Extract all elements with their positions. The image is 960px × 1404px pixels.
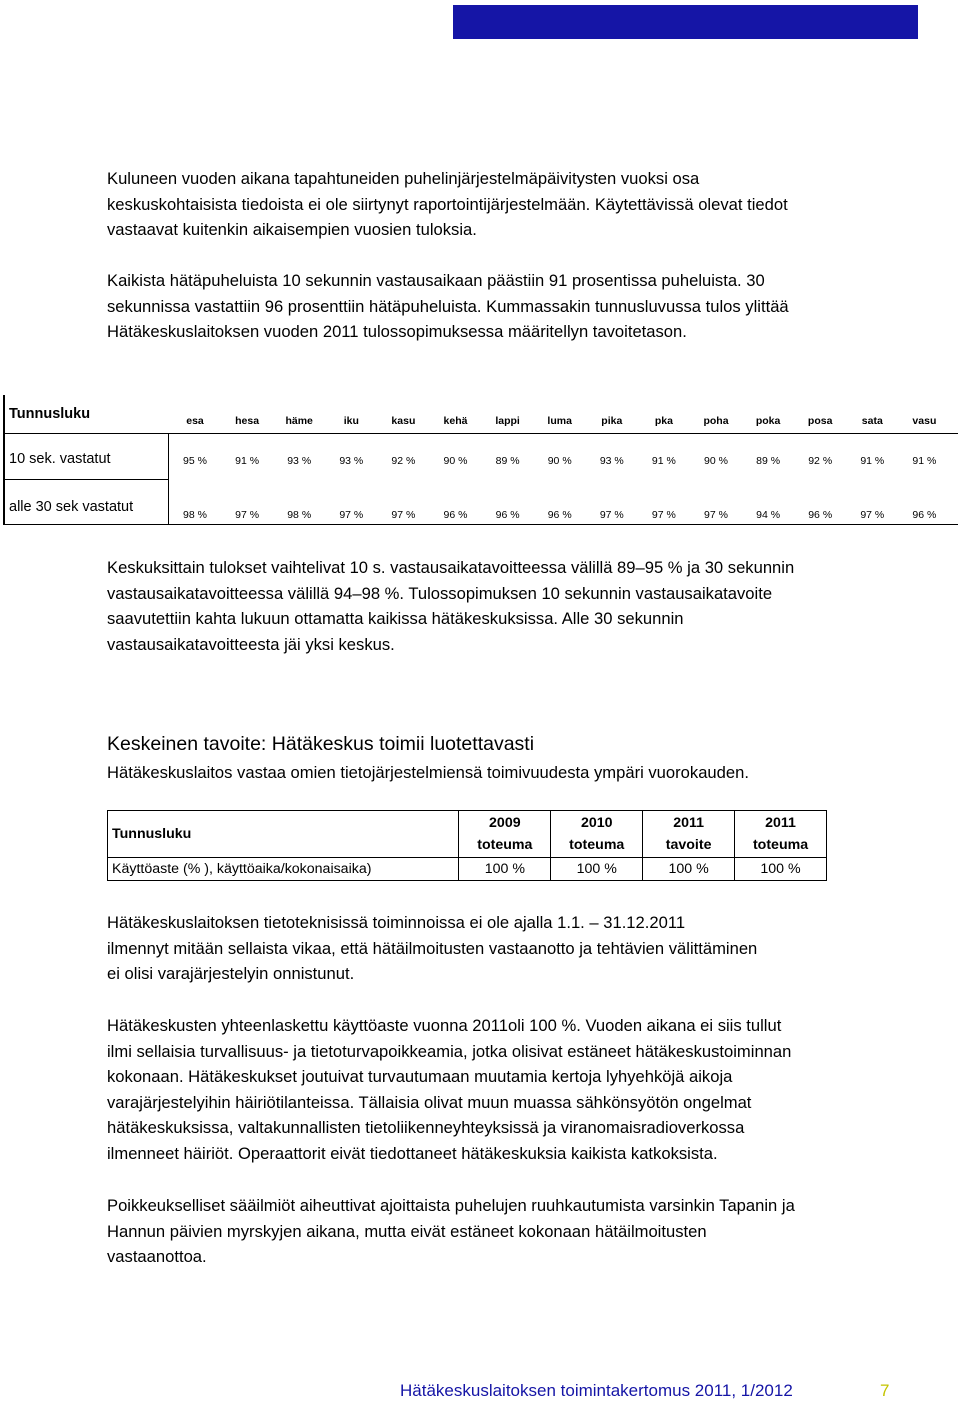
table-cell: 97 % [599,509,624,521]
paragraph-line: hätäkeskuksissa, valtakunnallisten tietoliikenneyhteyksissä ja viranomaisradioverkossa [107,1118,745,1138]
intro-line: vastaavat kuitenkin aikaisempien vuosien tuloksia. [107,220,477,240]
centers-line: vastausaikatavoitteessa välillä 94–98 %. Tulossopimuksen 10 sekunnin vastausaikatavoite [107,583,773,603]
paragraph-line: varajärjestelyihin häiriötilanteissa. Tällaisia olivat muun muassa sähkönsyötön ongelmat [107,1092,752,1112]
column-header-11: poka [755,415,781,427]
table-cell: 100 % [459,858,551,881]
table-header-row [108,811,827,858]
summary-line: sekunnissa vastattiin 96 prosenttiin hätäpuheluista. Kummassakin tunnusluvussa tulos ylittää [107,296,789,316]
column-header-6: lappi [495,415,520,427]
paragraph-line: ilmenneet häiriöt. Operaattorit eivät tiedottaneet hätäkeskuksia kaikista katkoksista. [107,1143,718,1163]
table-cell: 96 % [443,509,468,521]
paragraph-line: Hätäkeskusten yhteenlaskettu käyttöaste vuonna 2011oli 100 %. Vuoden aikana ei siis tullut [107,1016,782,1035]
column-header-14: vasu [912,415,937,427]
table-cell: 100 % [643,858,735,881]
table-cell: 96 % [495,509,520,521]
intro-line: keskuskohtaisista tiedoista ei ole siirtynyt raportointijärjestelmään. Käytettävissä olevat tiedot [107,194,788,214]
section-subheading-text: Hätäkeskuslaitos vastaa omien tietojärjestelmiensä toimivuudesta ympäri vuorokauden. [107,763,749,782]
column-header-8: pika [601,415,623,427]
column-year: 2011 [765,815,796,831]
table-cell: 91 % [235,455,260,467]
column-header-2: häme [285,415,313,427]
column-header-2009 [459,811,551,858]
column-header-5: kehä [443,415,468,427]
column-year: 2009 [489,815,521,831]
table-cell: 97 % [391,509,416,521]
table-border [3,524,958,525]
response-time-table [3,395,958,525]
column-kind: toteuma [569,837,625,853]
table-cell: 98 % [183,509,207,521]
table-cell: 97 % [704,509,728,521]
paragraph-line: Poikkeukselliset sääilmiöt aiheuttivat ajoittaista puhelujen ruuhkautumista varsinkin Tapanin ja [107,1196,795,1215]
table-cell: 93 % [339,455,364,467]
table-border [3,479,169,480]
column-year: 2011 [673,815,705,831]
table-cell: 96 % [547,509,572,521]
it-operations-paragraph [107,910,907,987]
column-kind: tavoite [665,837,712,853]
table-cell: 89 % [495,455,520,467]
row-label-30-sek: alle 30 sek vastatut [9,499,134,515]
centers-line: saavutettiin kahta lukuun ottamatta kaikissa hätäkeskuksissa. Alle 30 sekunnin [107,609,684,629]
table-cell: 93 % [287,455,312,467]
paragraph-line: Hätäkeskuslaitoksen tietoteknisissä toiminnoissa ei ole ajalla 1.1. – 31.12.2011 [107,913,686,932]
table-border [3,433,958,434]
table-cell: 91 % [651,455,676,467]
column-header-10: poha [703,415,729,427]
column-year: 2010 [580,815,613,831]
table-cell: 90 % [547,455,572,467]
availability-table [107,810,827,881]
table-cell: 97 % [235,509,260,521]
column-header-1: hesa [235,415,260,427]
column-kind: toteuma [477,837,533,853]
row-label: Käyttöaste (% ), käyttöaika/kokonaisaika) [108,858,459,881]
column-header-2011-target [643,811,735,858]
table-cell: 100 % [551,858,643,881]
paragraph-line: Hannun päivien myrskyjen aikana, mutta eivät estäneet kokonaan hätäilmoitusten [107,1221,707,1241]
column-header-3: iku [343,415,359,427]
table-cell: 91 % [860,455,885,467]
summary-line: Kaikista hätäpuheluista 10 sekunnin vastausaikaan päästiin 91 prosentissa puheluista. 30 [107,271,765,290]
table-cell: 94 % [756,509,781,521]
column-header-13: sata [861,415,883,427]
page-number: 7 [880,1381,890,1400]
centers-line: Keskuksittain tulokset vaihtelivat 10 s. vastausaikatavoitteessa välillä 89–95 % ja 30 sekunnin [107,558,795,577]
column-kind: toteuma [752,837,809,853]
table-cell: 97 % [339,509,364,521]
column-header-2010 [551,811,643,858]
table-cell: 95 % [183,455,207,467]
column-header-12: posa [807,415,833,427]
column-header-0: esa [186,415,204,427]
table-cell: 98 % [287,509,312,521]
centers-paragraph [107,555,907,657]
table-header-label: Tunnusluku [108,811,459,858]
intro-paragraph [107,166,907,243]
paragraph-line: ilmi sellaisia turvallisuus- ja tietoturvapoikkeamia, jotka olisivat estäneet hätäkeskustoiminnan [107,1041,792,1061]
table-cell: 97 % [651,509,676,521]
footer-title: Hätäkeskuslaitoksen toimintakertomus 2011, 1/2012 [400,1381,793,1400]
table-cell: 96 % [912,509,937,521]
column-header-7: luma [547,415,572,427]
table-cell: 90 % [704,455,728,467]
section-subheading [107,760,907,786]
table-cell: 96 % [808,509,833,521]
row-label-10-sek: 10 sek. vastatut [9,451,111,467]
paragraph-line: ei olisi varajärjestelyin onnistunut. [107,964,355,984]
column-header-9: pka [654,415,673,427]
paragraph-line: kokonaan. Hätäkeskukset joutuivat turvautumaan muutamia kertoja lyhyehköjä aikoja [107,1067,733,1087]
table-header-label: Tunnusluku [9,406,91,422]
summary-paragraph [107,268,907,345]
weather-paragraph [107,1193,907,1270]
table-row [108,858,827,881]
paragraph-line: vastaanottoa. [107,1247,207,1267]
table-cell: 100 % [735,858,827,881]
table-cell: 97 % [860,509,885,521]
table-cell: 93 % [599,455,624,467]
table-cell: 90 % [443,455,468,467]
column-header-4: kasu [391,415,416,427]
centers-line: vastausaikatavoitteesta jäi yksi keskus. [107,634,395,654]
intro-line: Kuluneen vuoden aikana tapahtuneiden puhelinjärjestelmäpäivitysten vuoksi osa [107,169,700,188]
availability-paragraph [107,1013,907,1167]
table-border [3,395,5,525]
table-cell: 89 % [756,455,781,467]
header-color-bar [453,5,918,39]
summary-line: Hätäkeskuslaitoksen vuoden 2011 tulossopimuksessa määritellyn tavoitetason. [107,322,687,342]
table-cell: 92 % [808,455,833,467]
table-cell: 91 % [912,455,937,467]
paragraph-line: ilmennyt mitään sellaista vikaa, että hätäilmoitusten vastaanotto ja tehtävien välittäminen [107,938,758,958]
table-cell: 92 % [391,455,416,467]
section-heading: Keskeinen tavoite: Hätäkeskus toimii luotettavasti [107,733,535,755]
column-header-2011-actual [735,811,827,858]
